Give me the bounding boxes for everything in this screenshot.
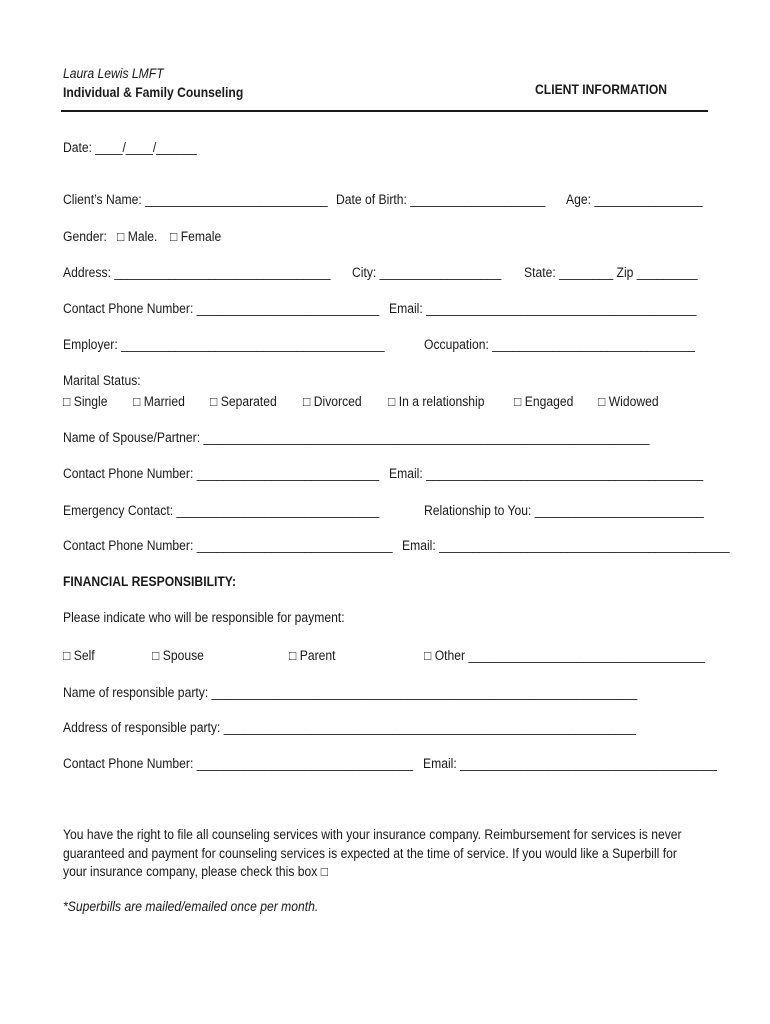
marital-engaged-checkbox[interactable]: □ Engaged: [514, 394, 574, 409]
marital-single-checkbox[interactable]: □ Single: [63, 394, 108, 409]
state-zip-field[interactable]: State: ________ Zip _________: [524, 265, 698, 280]
practice-name: Laura Lewis LMFT: [63, 66, 164, 81]
marital-married-checkbox[interactable]: □ Married: [133, 394, 185, 409]
superbill-note: *Superbills are mailed/emailed once per month.: [63, 899, 319, 914]
address-field[interactable]: Address: ________________________________: [63, 265, 331, 280]
insurance-paragraph: [63, 826, 711, 882]
paragraph-line: guaranteed and payment for counseling services is expected at the time of service. If you would like a Superbill for: [63, 845, 677, 861]
emergency-email-field[interactable]: Email: ___________________________________________: [402, 538, 730, 553]
gender-female-checkbox[interactable]: □ Female: [170, 229, 222, 244]
spouse-contact-phone-field[interactable]: Contact Phone Number: ___________________________: [63, 466, 380, 481]
payer-parent-checkbox[interactable]: □ Parent: [289, 648, 336, 663]
employer-field[interactable]: Employer: _______________________________________: [63, 337, 385, 352]
header-divider: [61, 110, 708, 112]
contact-phone-field[interactable]: Contact Phone Number: ___________________________: [63, 301, 380, 316]
date-of-birth-field[interactable]: Date of Birth: ____________________: [336, 192, 546, 207]
payment-instruction: Please indicate who will be responsible for payment:: [63, 610, 345, 625]
service-name: Individual & Family Counseling: [63, 85, 244, 100]
responsible-party-address-field[interactable]: Address of responsible party: _____________________________________________________________: [63, 720, 636, 735]
spouse-email-field[interactable]: Email: _________________________________________: [389, 466, 704, 481]
payer-self-checkbox[interactable]: □ Self: [63, 648, 95, 663]
relationship-to-you-field[interactable]: Relationship to You: _________________________: [424, 503, 704, 518]
responsible-party-email-field[interactable]: Email: ______________________________________: [423, 756, 717, 771]
clients-name-field[interactable]: Client’s Name: ___________________________: [63, 192, 328, 207]
marital-separated-checkbox[interactable]: □ Separated: [210, 394, 277, 409]
date-field[interactable]: Date: ____/____/______: [63, 140, 197, 155]
paragraph-line: You have the right to file all counseling services with your insurance company. Reimbursement for services is never: [63, 827, 682, 842]
emergency-contact-phone-field[interactable]: Contact Phone Number: _____________________________: [63, 538, 393, 553]
financial-heading: FINANCIAL RESPONSIBILITY:: [63, 574, 237, 589]
responsible-party-phone-field[interactable]: Contact Phone Number: ________________________________: [63, 756, 413, 771]
email-field[interactable]: Email: ________________________________________: [389, 301, 697, 316]
marital-divorced-checkbox[interactable]: □ Divorced: [303, 394, 362, 409]
age-field[interactable]: Age: ________________: [566, 192, 703, 207]
city-field[interactable]: City: __________________: [352, 265, 502, 280]
gender-male-checkbox[interactable]: □ Male.: [117, 229, 158, 244]
marital-relationship-checkbox[interactable]: □ In a relationship: [388, 394, 485, 409]
responsible-party-name-field[interactable]: Name of responsible party: _______________________________________________________________: [63, 685, 638, 700]
emergency-contact-field[interactable]: Emergency Contact: ______________________________: [63, 503, 380, 518]
superbill-checkbox-line[interactable]: your insurance company, please check this box □: [63, 864, 329, 879]
marital-widowed-checkbox[interactable]: □ Widowed: [598, 394, 659, 409]
payer-other-checkbox[interactable]: □ Other ___________________________________: [424, 648, 705, 663]
gender-label: Gender:: [63, 229, 107, 244]
occupation-field[interactable]: Occupation: ______________________________: [424, 337, 695, 352]
spouse-partner-field[interactable]: Name of Spouse/Partner: __________________________________________________________________: [63, 430, 650, 445]
marital-status-label: Marital Status:: [63, 373, 141, 388]
payer-spouse-checkbox[interactable]: □ Spouse: [152, 648, 204, 663]
form-title: CLIENT INFORMATION: [535, 82, 668, 97]
